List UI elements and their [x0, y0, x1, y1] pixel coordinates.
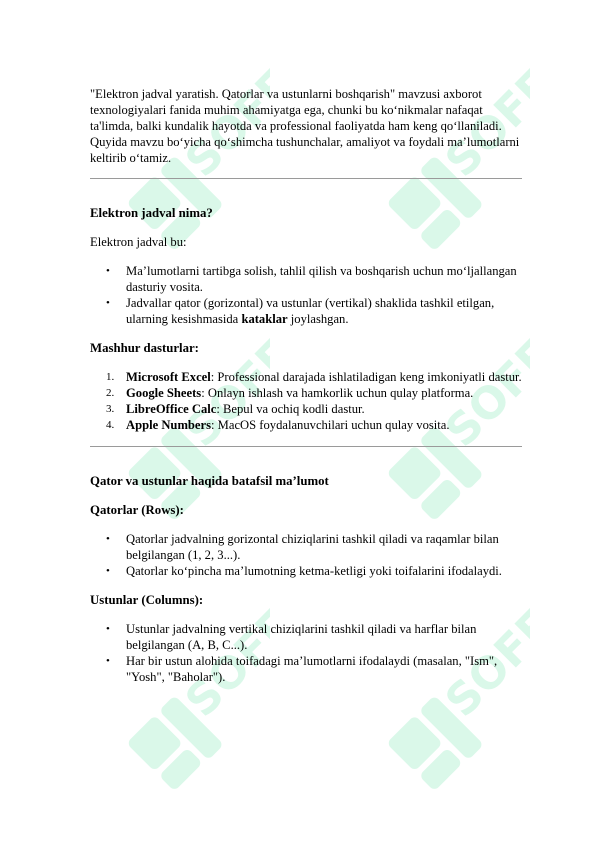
list-item: 4. Apple Numbers: MacOS foydalanuvchilari uchun qulay vosita.	[106, 418, 450, 432]
definition-list	[90, 263, 522, 327]
section-lead: Elektron jadval bu:	[90, 235, 187, 249]
svg-text:SOFF: SOFF	[435, 599, 530, 727]
sub-heading-columns: Ustunlar (Columns):	[90, 593, 204, 607]
svg-text:SOFF: SOFF	[435, 329, 530, 457]
document-body	[90, 86, 522, 685]
list-item: • Har bir ustun alohida toifadagi ma’lumotlarni ifodalaydi (masalan, "Ism", "Yosh", "Baholar").	[90, 653, 522, 685]
svg-text:SOFF: SOFF	[435, 59, 530, 187]
section-divider	[90, 446, 522, 447]
rows-list	[90, 531, 522, 579]
list-item: 3. LibreOffice Calc: Bepul va ochiq kodli dastur.	[106, 402, 365, 416]
list-item: • Qatorlar ko‘pincha ma’lumotning ketma-ketligi yoki toifalarini ifodalaydi.	[90, 563, 522, 579]
section-heading-spreadsheet: Elektron jadval nima?	[90, 206, 213, 220]
sub-heading-rows: Qatorlar (Rows):	[90, 503, 184, 517]
section-divider	[90, 178, 522, 179]
sub-heading-programs: Mashhur dasturlar:	[90, 341, 199, 355]
list-item: • Qatorlar jadvalning gorizontal chiziqlarini tashkil qiladi va raqamlar bilan belgilangan (1, 2, 3...).	[90, 531, 522, 563]
list-item: 1. Microsoft Excel: Professional darajada ishlatiladigan keng imkoniyatli dastur.	[106, 370, 522, 384]
svg-text:SOFF: SOFF	[175, 59, 270, 187]
list-item: • Jadvallar qator (gorizontal) va ustunlar (vertikal) shaklida tashkil etilgan, ularning kesishmasida kataklar joylashgan.	[90, 295, 522, 327]
programs-list	[90, 369, 522, 433]
section-heading-rows-columns: Qator va ustunlar haqida batafsil ma’lumot	[90, 474, 329, 488]
list-item: • Ustunlar jadvalning vertikal chiziqlarini tashkil qiladi va harflar bilan belgilangan (A, B, C...).	[90, 621, 522, 653]
columns-list	[90, 621, 522, 685]
intro-paragraph: "Elektron jadval yaratish. Qatorlar va ustunlarni boshqarish" mavzusi axborot texnologiyalari fanida muhim ahamiyatga ega, chunki bu ko‘nikmalar nafaqat ta'limda, balki kundalik hayotda va professional faoliyatda ham keng qo‘llaniladi. Quyida mavzu bo‘yicha qo‘shimcha tushunchalar, amaliyot va foydali ma’lumotlarni keltirib o‘tamiz.	[90, 87, 520, 165]
list-item: 2. Google Sheets: Onlayn ishlash va hamkorlik uchun qulay platforma.	[106, 386, 474, 400]
svg-text:SOFF: SOFF	[175, 599, 270, 727]
svg-text:SOFF: SOFF	[175, 329, 270, 457]
list-item: • Ma’lumotlarni tartibga solish, tahlil qilish va boshqarish uchun mo‘ljallangan dasturiy vosita.	[90, 263, 522, 295]
